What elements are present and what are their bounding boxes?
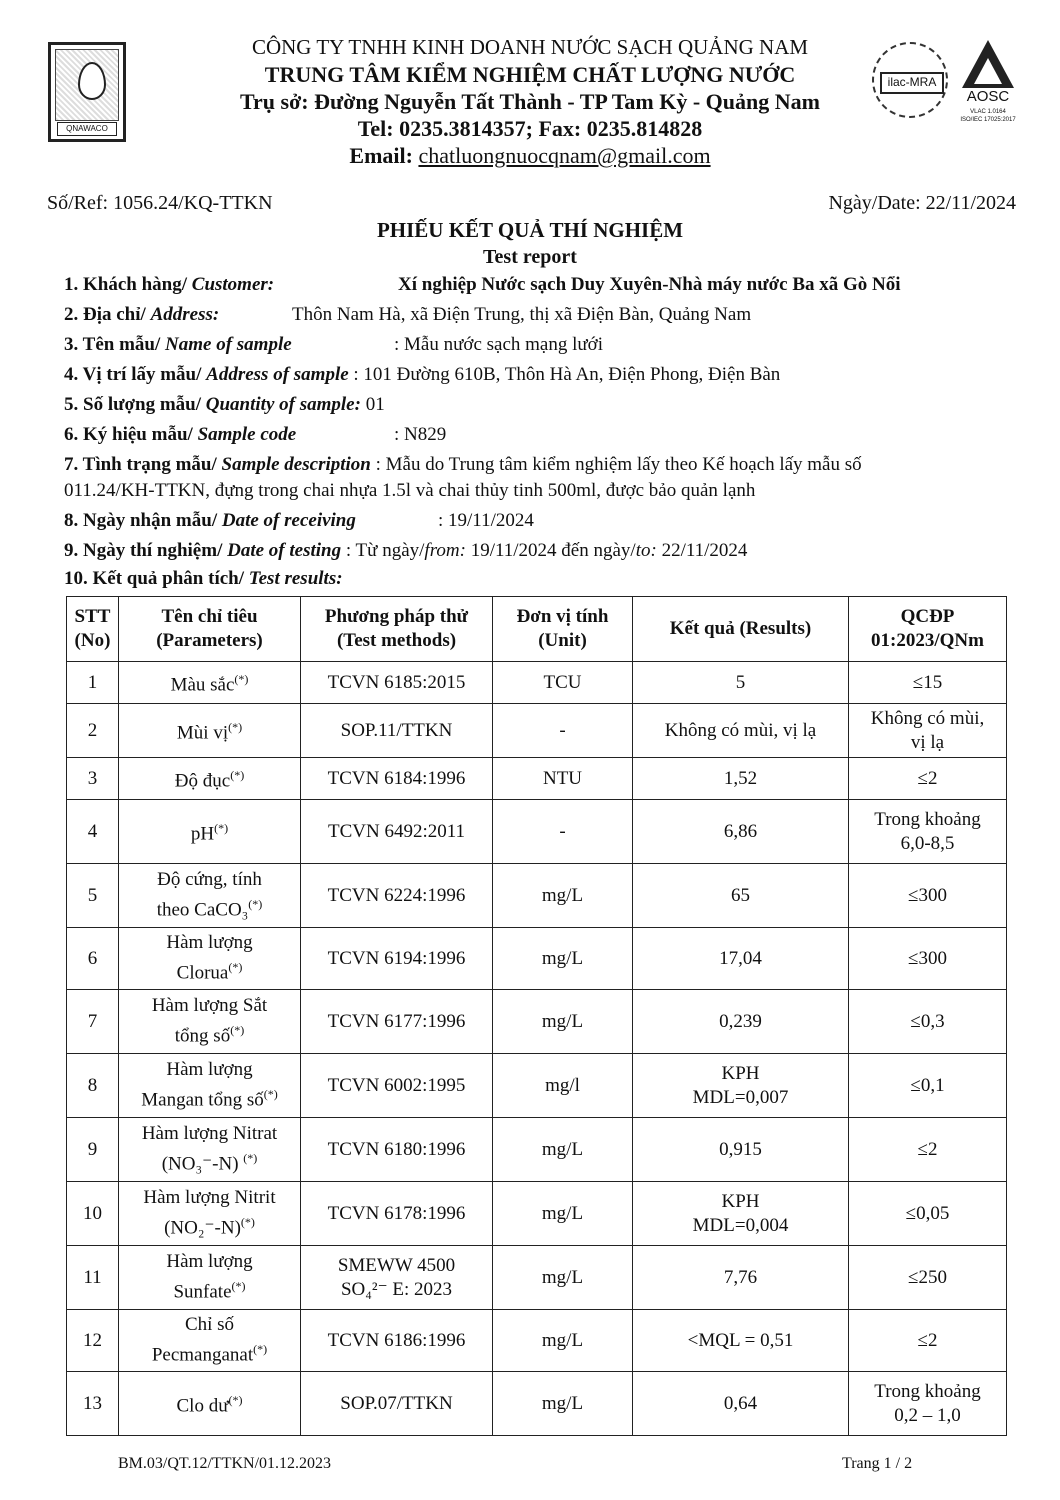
form-code: BM.03/QT.12/TTKN/01.12.2023 bbox=[118, 1455, 332, 1472]
ilac-mra-logo: ilac-MRA bbox=[872, 42, 948, 118]
standard-limit: ≤300 bbox=[849, 928, 1007, 990]
result-value: KPH MDL=0,007 bbox=[633, 1054, 849, 1118]
result-value: 65 bbox=[633, 864, 849, 928]
header-test-methods: Phương pháp thử (Test methods) bbox=[301, 597, 493, 662]
parameter-name: Độ đục(*) bbox=[119, 758, 301, 800]
standard-limit: ≤2 bbox=[849, 758, 1007, 800]
unit: NTU bbox=[493, 758, 633, 800]
unit: TCU bbox=[493, 662, 633, 704]
parameter-name: pH(*) bbox=[119, 800, 301, 864]
standard-limit: ≤250 bbox=[849, 1246, 1007, 1310]
report-date: Ngày/Date: 22/11/2024 bbox=[828, 192, 1016, 214]
standard-limit: ≤2 bbox=[849, 1310, 1007, 1372]
sample-code-label: 6. Ký hiệu mẫu/ Sample code bbox=[64, 424, 297, 445]
test-method: TCVN 6178:1996 bbox=[301, 1182, 493, 1246]
water-drop-icon bbox=[78, 62, 106, 100]
sample-description-label: 7. Tình trạng mẫu/ Sample description : Mẫu do Trung tâm kiểm nghiệm lấy theo Kế hoạch lấy mẫu số bbox=[64, 454, 862, 475]
unit: mg/L bbox=[493, 1372, 633, 1436]
company-logo bbox=[48, 42, 126, 142]
parameter-name: Hàm lượng Nitrit (NO₂⁻-N)(*) bbox=[119, 1182, 301, 1246]
test-method: TCVN 6177:1996 bbox=[301, 990, 493, 1054]
sample-description-continued: 011.24/KH-TTKN, đựng trong chai nhựa 1.5l và chai thủy tinh 500ml, được bảo quản lạnh bbox=[64, 480, 756, 501]
row-number: 7 bbox=[67, 990, 119, 1054]
unit: mg/L bbox=[493, 1310, 633, 1372]
center-name: TRUNG TÂM KIỂM NGHIỆM CHẤT LƯỢNG NƯỚC bbox=[264, 62, 796, 87]
test-method: TCVN 6492:2011 bbox=[301, 800, 493, 864]
row-number: 10 bbox=[67, 1182, 119, 1246]
table-row bbox=[67, 990, 1007, 1054]
parameter-name: Mùi vị(*) bbox=[119, 704, 301, 758]
parameter-name: Độ cứng, tính theo CaCO₃(*) bbox=[119, 864, 301, 928]
receiving-date-value: : 19/11/2024 bbox=[438, 510, 534, 531]
test-method: TCVN 6224:1996 bbox=[301, 864, 493, 928]
testing-date-label: 9. Ngày thí nghiệm/ Date of testing : Từ ngày/from: 19/11/2024 đến ngày/to: 22/11/2024 bbox=[64, 540, 748, 561]
page-number: Trang 1 / 2 bbox=[842, 1455, 913, 1472]
company-name: CÔNG TY TNHH KINH DOANH NƯỚC SẠCH QUẢNG NAM bbox=[251, 35, 809, 59]
test-method: TCVN 6002:1995 bbox=[301, 1054, 493, 1118]
table-row bbox=[67, 1182, 1007, 1246]
test-results-label: 10. Kết quả phân tích/ Test results: bbox=[64, 568, 343, 589]
unit: mg/L bbox=[493, 990, 633, 1054]
result-value: Không có mùi, vị lạ bbox=[633, 704, 849, 758]
table-row bbox=[67, 1372, 1007, 1436]
row-number: 9 bbox=[67, 1118, 119, 1182]
unit: mg/L bbox=[493, 1246, 633, 1310]
standard-limit: ≤0,05 bbox=[849, 1182, 1007, 1246]
letterhead bbox=[150, 34, 910, 169]
test-method: SMEWW 4500 SO₄²⁻ E: 2023 bbox=[301, 1246, 493, 1310]
table-row bbox=[67, 704, 1007, 758]
table-row bbox=[67, 800, 1007, 864]
standard-limit: ≤0,1 bbox=[849, 1054, 1007, 1118]
aosc-logo: AOSC VLAC 1.0164 ISO/IEC 17025:2017 bbox=[952, 40, 1024, 130]
unit: mg/l bbox=[493, 1054, 633, 1118]
sample-location-label: 4. Vị trí lấy mẫu/ Address of sample : 101 Đường 610B, Thôn Hà An, Điện Phong, Điện Bàn bbox=[64, 364, 781, 385]
unit: mg/L bbox=[493, 1118, 633, 1182]
contact-email: Email: chatluongnuocqnam@gmail.com bbox=[349, 143, 711, 168]
table-row bbox=[67, 1118, 1007, 1182]
result-value: 5 bbox=[633, 662, 849, 704]
table-row bbox=[67, 758, 1007, 800]
result-value: 0,915 bbox=[633, 1118, 849, 1182]
unit: mg/L bbox=[493, 1182, 633, 1246]
test-method: SOP.11/TTKN bbox=[301, 704, 493, 758]
standard-limit: ≤15 bbox=[849, 662, 1007, 704]
result-value: 17,04 bbox=[633, 928, 849, 990]
head-office-address: Trụ sở: Đường Nguyễn Tất Thành - TP Tam Kỳ - Quảng Nam bbox=[240, 89, 820, 114]
result-value: 6,86 bbox=[633, 800, 849, 864]
unit: mg/L bbox=[493, 864, 633, 928]
table-header-row bbox=[67, 597, 1007, 662]
parameter-name: Hàm lượng Clorua(*) bbox=[119, 928, 301, 990]
standard-limit: Không có mùi, vị lạ bbox=[849, 704, 1007, 758]
unit: - bbox=[493, 704, 633, 758]
sample-quantity-label: 5. Số lượng mẫu/ Quantity of sample: 01 bbox=[64, 394, 385, 415]
standard-limit: ≤300 bbox=[849, 864, 1007, 928]
test-method: TCVN 6180:1996 bbox=[301, 1118, 493, 1182]
table-row bbox=[67, 1246, 1007, 1310]
address-value: Thôn Nam Hà, xã Điện Trung, thị xã Điện Bàn, Quảng Nam bbox=[292, 304, 752, 325]
parameter-name: Màu sắc(*) bbox=[119, 662, 301, 704]
header-unit: Đơn vị tính (Unit) bbox=[493, 597, 633, 662]
row-number: 3 bbox=[67, 758, 119, 800]
email-link[interactable]: chatluongnuocqnam@gmail.com bbox=[418, 143, 711, 168]
row-number: 11 bbox=[67, 1246, 119, 1310]
test-method: SOP.07/TTKN bbox=[301, 1372, 493, 1436]
row-number: 13 bbox=[67, 1372, 119, 1436]
report-subtitle: Test report bbox=[483, 246, 577, 268]
header-results: Kết quả (Results) bbox=[633, 597, 849, 662]
standard-limit: ≤2 bbox=[849, 1118, 1007, 1182]
unit: mg/L bbox=[493, 928, 633, 990]
receiving-date-label: 8. Ngày nhận mẫu/ Date of receiving bbox=[64, 510, 356, 531]
test-method: TCVN 6184:1996 bbox=[301, 758, 493, 800]
result-value: 7,76 bbox=[633, 1246, 849, 1310]
table-row bbox=[67, 928, 1007, 990]
sample-code-value: : N829 bbox=[394, 424, 447, 445]
customer-value: Xí nghiệp Nước sạch Duy Xuyên-Nhà máy nước Ba xã Gò Nổi bbox=[398, 274, 901, 295]
results-table bbox=[66, 596, 1007, 1436]
sample-name-label: 3. Tên mẫu/ Name of sample bbox=[64, 334, 292, 355]
result-value: 1,52 bbox=[633, 758, 849, 800]
header-standard: QCĐP 01:2023/QNm bbox=[849, 597, 1007, 662]
parameter-name: Chỉ số Pecmanganat(*) bbox=[119, 1310, 301, 1372]
row-number: 12 bbox=[67, 1310, 119, 1372]
parameter-name: Hàm lượng Nitrat (NO₃⁻-N) (*) bbox=[119, 1118, 301, 1182]
address-label: 2. Địa chỉ/ Address: bbox=[64, 304, 220, 325]
table-row bbox=[67, 1310, 1007, 1372]
customer-label: 1. Khách hàng/ Customer: bbox=[64, 274, 275, 295]
row-number: 2 bbox=[67, 704, 119, 758]
parameter-name: Hàm lượng Sunfate(*) bbox=[119, 1246, 301, 1310]
parameter-name: Clo dư(*) bbox=[119, 1372, 301, 1436]
accreditation-logos bbox=[872, 40, 1022, 130]
header-parameters: Tên chỉ tiêu (Parameters) bbox=[119, 597, 301, 662]
row-number: 5 bbox=[67, 864, 119, 928]
test-method: TCVN 6194:1996 bbox=[301, 928, 493, 990]
standard-limit: Trong khoảng 0,2 – 1,0 bbox=[849, 1372, 1007, 1436]
parameter-name: Hàm lượng Sắt tổng số(*) bbox=[119, 990, 301, 1054]
header-stt: STT (No) bbox=[67, 597, 119, 662]
row-number: 6 bbox=[67, 928, 119, 990]
standard-limit: Trong khoảng 6,0-8,5 bbox=[849, 800, 1007, 864]
parameter-name: Hàm lượng Mangan tổng số(*) bbox=[119, 1054, 301, 1118]
report-title: PHIẾU KẾT QUẢ THÍ NGHIỆM bbox=[376, 218, 684, 242]
reference-number: Số/Ref: 1056.24/KQ-TTKN bbox=[47, 192, 273, 214]
table-row bbox=[67, 864, 1007, 928]
result-value: 0,64 bbox=[633, 1372, 849, 1436]
unit: - bbox=[493, 800, 633, 864]
logo-label: QNAWACO bbox=[57, 122, 117, 136]
result-value: 0,239 bbox=[633, 990, 849, 1054]
test-method: TCVN 6186:1996 bbox=[301, 1310, 493, 1372]
table-row bbox=[67, 1054, 1007, 1118]
contact-phone: Tel: 0235.3814357; Fax: 0235.814828 bbox=[357, 116, 703, 141]
result-value: KPH MDL=0,004 bbox=[633, 1182, 849, 1246]
standard-limit: ≤0,3 bbox=[849, 990, 1007, 1054]
row-number: 4 bbox=[67, 800, 119, 864]
result-value: <MQL = 0,51 bbox=[633, 1310, 849, 1372]
row-number: 1 bbox=[67, 662, 119, 704]
test-method: TCVN 6185:2015 bbox=[301, 662, 493, 704]
row-number: 8 bbox=[67, 1054, 119, 1118]
sample-name-value: : Mẫu nước sạch mạng lưới bbox=[394, 334, 604, 355]
table-row bbox=[67, 662, 1007, 704]
